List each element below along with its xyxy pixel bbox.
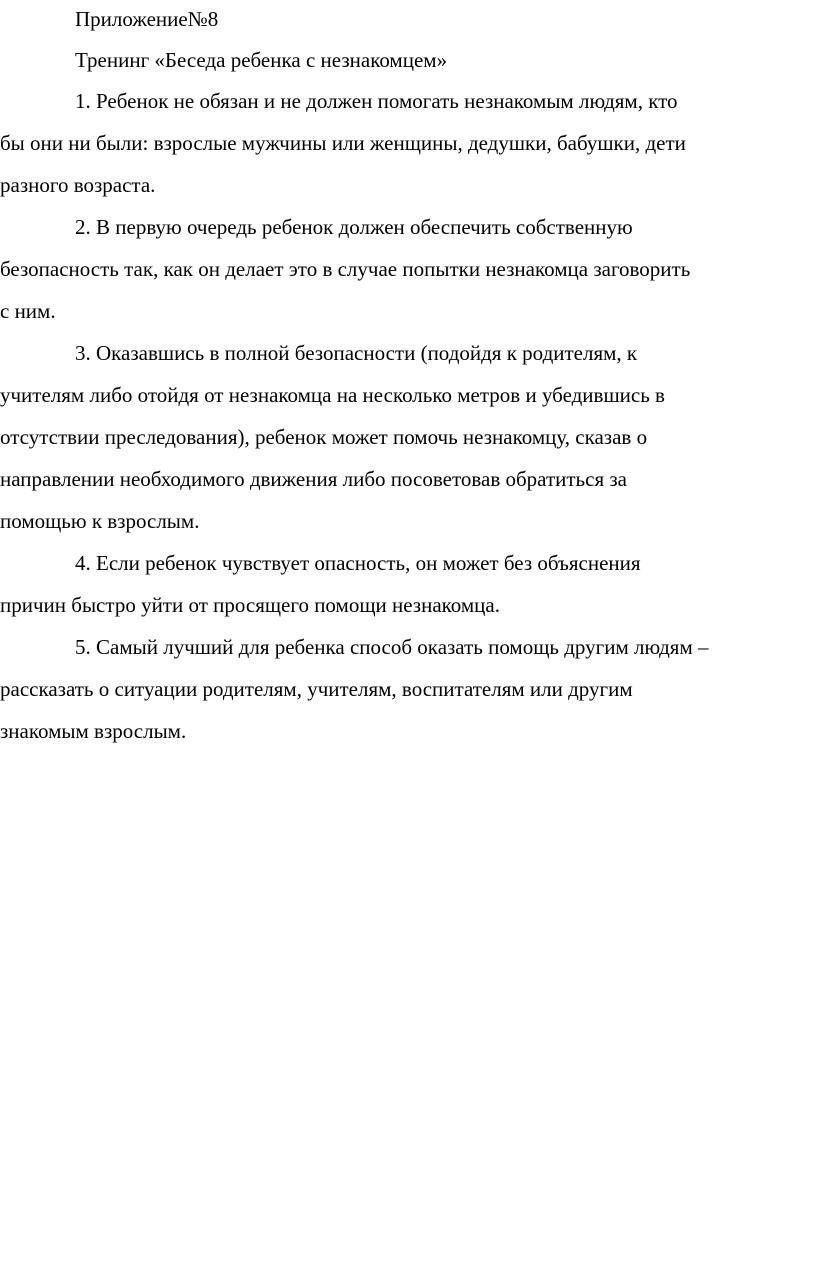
item-3-line-3: отсутствии преследования), ребенок может помочь незнакомцу, сказав о [0, 425, 648, 449]
item-5-line-1: 5. Самый лучший для ребенка способ оказать помощь другим людям – [75, 635, 709, 659]
item-5-line-3: знакомым взрослым. [0, 719, 187, 743]
item-2-line-3: с ним. [0, 299, 56, 323]
item-4-line-2: причин быстро уйти от просящего помощи незнакомца. [0, 593, 500, 617]
item-2-line-2: безопасность так, как он делает это в случае попытки незнакомца заговорить [0, 257, 691, 281]
item-3-line-5: помощью к взрослым. [0, 509, 200, 533]
item-5-line-2: рассказать о ситуации родителям, учителям, воспитателям или другим [0, 677, 633, 701]
item-1-line-1: 1. Ребенок не обязан и не должен помогать незнакомым людям, кто [75, 89, 678, 113]
item-3-line-2: учителям либо отойдя от незнакомца на несколько метров и убедившись в [0, 383, 665, 407]
item-4-line-1: 4. Если ребенок чувствует опасность, он может без объяснения [75, 551, 641, 575]
item-1-line-2: бы они ни были: взрослые мужчины или женщины, дедушки, бабушки, дети [0, 131, 686, 155]
item-3-line-1: 3. Оказавшись в полной безопасности (подойдя к родителям, к [75, 341, 638, 365]
item-3-line-4: направлении необходимого движения либо посоветовав обратиться за [0, 467, 627, 491]
appendix-label: Приложение№8 [75, 7, 219, 31]
item-2-line-1: 2. В первую очередь ребенок должен обеспечить собственную [75, 215, 633, 239]
training-title: Тренинг «Беседа ребенка с незнакомцем» [75, 48, 448, 72]
item-1-line-3: разного возраста. [0, 173, 156, 197]
